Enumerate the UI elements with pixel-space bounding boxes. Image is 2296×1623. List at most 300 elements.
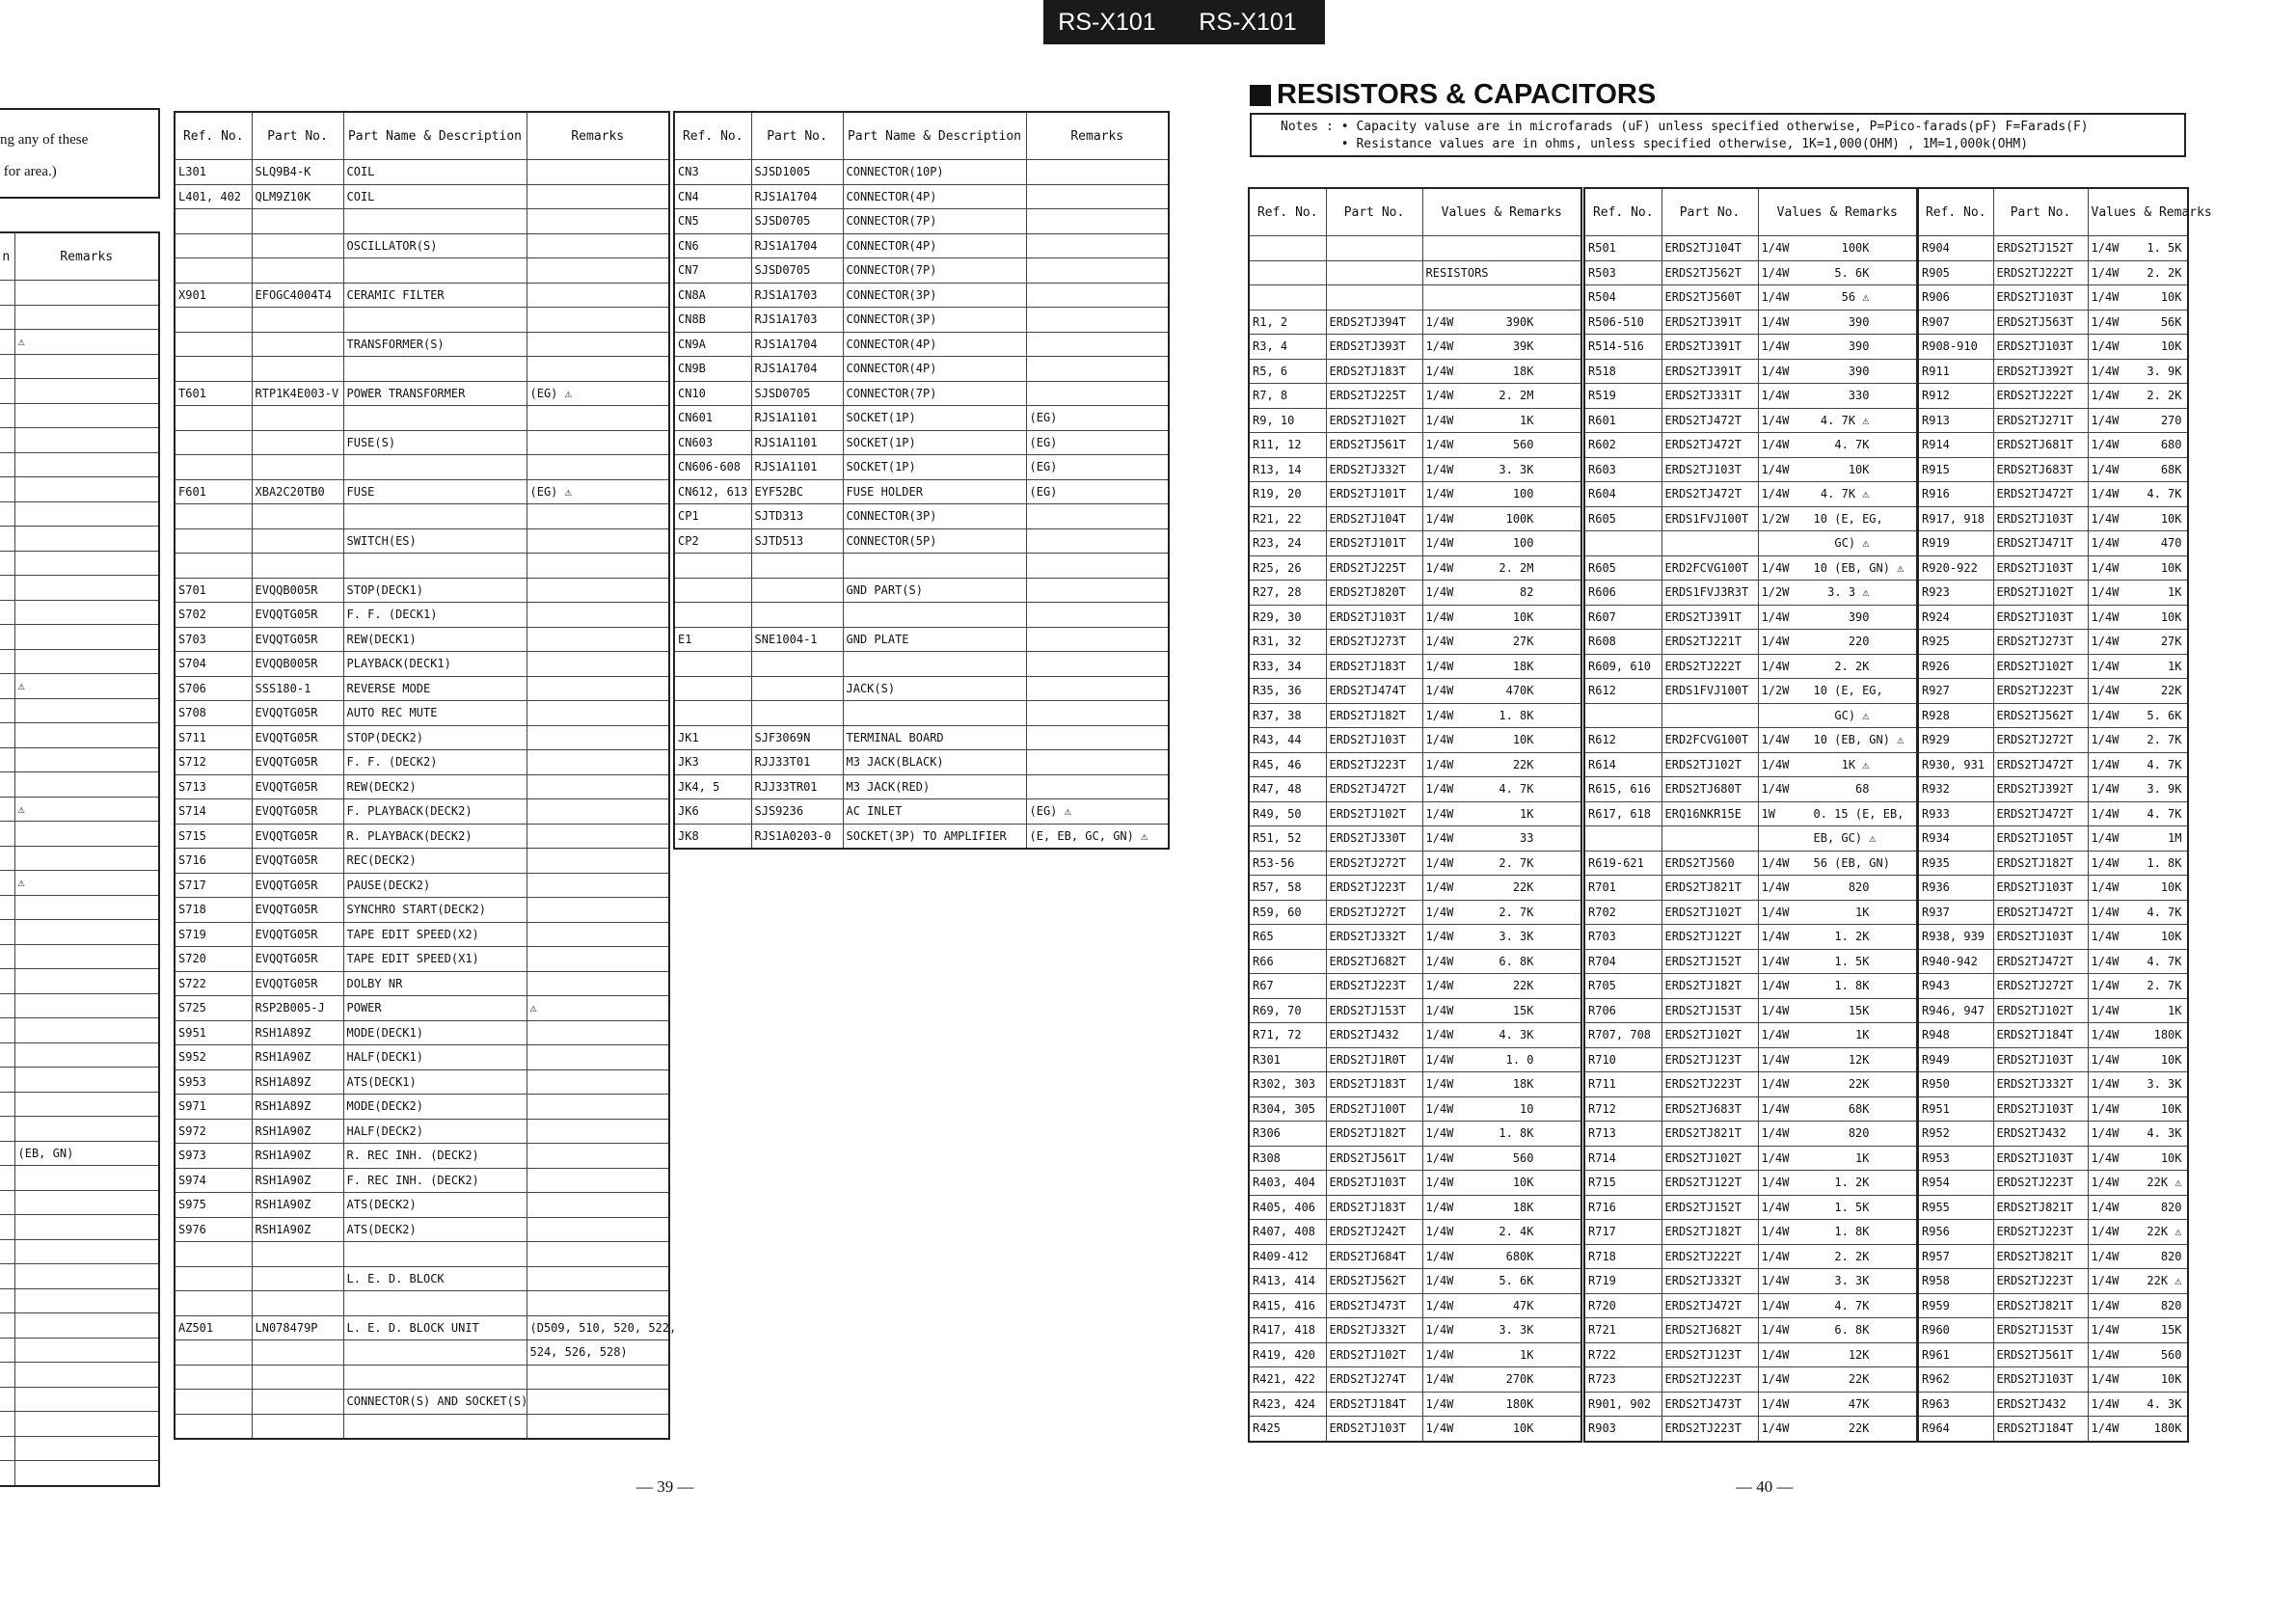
part-name-cell: HALF(DECK2) bbox=[343, 1119, 527, 1144]
values-cell bbox=[1758, 876, 1917, 901]
wattage-value: 1/4W bbox=[2091, 265, 2120, 280]
col-values: Values & Remarks bbox=[2088, 188, 2188, 236]
table-row bbox=[0, 1141, 159, 1166]
values-cell bbox=[1422, 506, 1581, 531]
table-row bbox=[0, 1313, 159, 1339]
wattage-value: 1/4W bbox=[2091, 1274, 2120, 1288]
part-no-cell: ERDS2TJ103T bbox=[1993, 506, 2088, 531]
fragment-cell-blank bbox=[0, 1338, 14, 1363]
part-name-cell: CONNECTOR(4P) bbox=[843, 233, 1026, 258]
ref-no-cell: R920-922 bbox=[1918, 555, 1993, 581]
part-name-cell: CONNECTOR(4P) bbox=[843, 184, 1026, 209]
table-row bbox=[1584, 1367, 1917, 1393]
resistance-value: 10K bbox=[2160, 290, 2182, 305]
ref-no-cell: R710 bbox=[1584, 1047, 1661, 1072]
table-row bbox=[0, 772, 159, 798]
ref-no-cell: R929 bbox=[1918, 728, 1993, 753]
values-cell bbox=[1758, 1195, 1917, 1220]
resistance-value: 1. 2K bbox=[1834, 930, 1870, 944]
wattage-value: 1/4W bbox=[2091, 1200, 2120, 1214]
wattage-value: 1/4W bbox=[2091, 1150, 2120, 1165]
part-no-cell: RJS1A1101 bbox=[751, 406, 843, 431]
table-row bbox=[1249, 974, 1581, 999]
ref-no-cell: R53-56 bbox=[1249, 851, 1326, 876]
values-cell bbox=[1758, 752, 1917, 777]
values-cell bbox=[1422, 777, 1581, 802]
part-no-cell: RSH1A90Z bbox=[252, 1119, 343, 1144]
part-name-cell: SOCKET(1P) bbox=[843, 406, 1026, 431]
table-row bbox=[175, 824, 669, 849]
table-row bbox=[1918, 581, 2188, 606]
table-row bbox=[0, 354, 159, 379]
fragment-remarks-cell bbox=[14, 747, 159, 772]
table-row bbox=[674, 578, 1169, 603]
ref-no-cell: R714 bbox=[1584, 1146, 1661, 1171]
wattage-value: 1/4W bbox=[1761, 880, 1790, 895]
ref-no-cell: CN5 bbox=[674, 209, 751, 234]
wattage-value: 1/4W bbox=[1425, 1176, 1454, 1190]
wattage-value: 1/4W bbox=[2091, 1052, 2120, 1067]
remarks-cell bbox=[527, 1242, 669, 1267]
resistance-value: 1K bbox=[1855, 905, 1870, 919]
ref-no-cell bbox=[175, 1291, 252, 1316]
values-cell bbox=[1758, 925, 1917, 950]
table-row bbox=[0, 698, 159, 723]
notes-fragment-line1: ng any of these bbox=[0, 132, 89, 148]
fragment-cell-blank bbox=[0, 428, 14, 453]
table-row bbox=[0, 1288, 159, 1313]
table-row bbox=[0, 305, 159, 330]
wattage-value: 1/4W bbox=[1425, 905, 1454, 919]
wattage-value: 1/4W bbox=[1761, 339, 1790, 354]
part-no-cell: ERDS2TJ271T bbox=[1993, 408, 2088, 433]
table-row bbox=[1249, 1195, 1581, 1220]
ref-no-cell: R501 bbox=[1584, 236, 1661, 261]
table-row bbox=[1584, 777, 1917, 802]
part-no-cell: ERDS2TJ474T bbox=[1326, 679, 1422, 704]
wattage-value: 1/4W bbox=[1761, 438, 1790, 452]
resistor-table-c bbox=[1248, 187, 1582, 1443]
part-no-cell: ERDS2TJ184T bbox=[1326, 1392, 1422, 1417]
resistance-value: 3. 3K bbox=[1499, 1323, 1534, 1338]
part-no-cell bbox=[1661, 531, 1758, 556]
ref-no-cell: S713 bbox=[175, 774, 252, 799]
ref-no-cell: S973 bbox=[175, 1144, 252, 1169]
part-no-cell: ERDS2TJ472T bbox=[1661, 482, 1758, 507]
part-no-cell: ERDS2TJ330T bbox=[1326, 826, 1422, 852]
wattage-value: 1/4W bbox=[1425, 659, 1454, 673]
resistance-value: 10K bbox=[2160, 1052, 2182, 1067]
values-cell bbox=[1758, 998, 1917, 1023]
part-no-cell: ERDS2TJ103T bbox=[1993, 555, 2088, 581]
part-name-cell: SOCKET(1P) bbox=[843, 455, 1026, 480]
part-no-cell: RTP1K4E003-V bbox=[252, 381, 343, 406]
table-row bbox=[1584, 1122, 1917, 1147]
part-name-cell: CONNECTOR(10P) bbox=[843, 160, 1026, 185]
ref-no-cell bbox=[1584, 703, 1661, 728]
ref-no-cell: R308 bbox=[1249, 1146, 1326, 1171]
table-row bbox=[1249, 531, 1581, 556]
part-name-cell bbox=[343, 209, 527, 234]
part-no-cell bbox=[252, 504, 343, 529]
wattage-value: 1/4W bbox=[2091, 905, 2120, 919]
resistance-value: 10 (EB, GN) ⚠ bbox=[1813, 560, 1904, 575]
part-no-cell: RJJ33T01 bbox=[751, 750, 843, 775]
remarks-cell bbox=[527, 676, 669, 701]
part-no-cell bbox=[1661, 826, 1758, 852]
table-row bbox=[674, 554, 1169, 579]
values-cell bbox=[1758, 506, 1917, 531]
table-row bbox=[1584, 703, 1917, 728]
remarks-cell bbox=[527, 873, 669, 898]
values-cell bbox=[1422, 605, 1581, 630]
table-row bbox=[674, 627, 1169, 652]
values-cell bbox=[2088, 1023, 2188, 1048]
fragment-cell-blank bbox=[0, 1042, 14, 1068]
resistance-value: 33 bbox=[1520, 831, 1534, 846]
values-cell bbox=[2088, 531, 2188, 556]
table-row bbox=[1918, 1146, 2188, 1171]
ref-no-cell: R912 bbox=[1918, 384, 1993, 409]
resistance-value: 820 bbox=[1848, 1126, 1870, 1141]
resistance-value: 1. 8K bbox=[2147, 855, 2182, 870]
part-no-cell: EVQQTG05R bbox=[252, 898, 343, 923]
part-no-cell: EVQQTG05R bbox=[252, 627, 343, 652]
table-row bbox=[175, 1020, 669, 1045]
resistance-value: 560 bbox=[2160, 1347, 2182, 1362]
part-no-cell: ERDS2TJ272T bbox=[1326, 900, 1422, 925]
table-row bbox=[1918, 1318, 2188, 1343]
resistance-value: 820 bbox=[2160, 1298, 2182, 1312]
part-no-cell: ERDS2TJ472T bbox=[1993, 752, 2088, 777]
wattage-value: 1/4W bbox=[2091, 930, 2120, 944]
fragment-cell-blank bbox=[0, 895, 14, 920]
wattage-value: 1/4W bbox=[2091, 979, 2120, 993]
values-cell bbox=[2088, 1047, 2188, 1072]
values-cell bbox=[1422, 1342, 1581, 1367]
table-row bbox=[0, 649, 159, 674]
table-row bbox=[1918, 1293, 2188, 1318]
resistance-value: 56K bbox=[2160, 314, 2182, 329]
remarks-fragment-table bbox=[0, 231, 160, 1487]
ref-no-cell bbox=[175, 332, 252, 357]
resistance-value: 18K bbox=[1512, 659, 1534, 673]
wattage-value: 1/4W bbox=[1761, 609, 1790, 624]
part-name-cell bbox=[343, 504, 527, 529]
remarks-cell bbox=[527, 824, 669, 849]
ref-no-cell: R915 bbox=[1918, 457, 1993, 482]
table-row bbox=[175, 676, 669, 701]
ref-no-cell bbox=[175, 406, 252, 431]
ref-no-cell: S725 bbox=[175, 996, 252, 1021]
fragment-remarks-cell bbox=[14, 1338, 159, 1363]
fragment-remarks-cell bbox=[14, 944, 159, 969]
part-no-cell: RJS1A0203-0 bbox=[751, 824, 843, 849]
part-name-cell: CERAMIC FILTER bbox=[343, 283, 527, 308]
part-no-cell: ERDS2TJ222T bbox=[1993, 260, 2088, 285]
part-no-cell: ERDS2TJ183T bbox=[1326, 1195, 1422, 1220]
resistance-value: 10K bbox=[2160, 1372, 2182, 1387]
table-row bbox=[1918, 1367, 2188, 1393]
wattage-value: 1/4W bbox=[2091, 1372, 2120, 1387]
ref-no-cell: R916 bbox=[1918, 482, 1993, 507]
part-no-cell bbox=[252, 406, 343, 431]
table-row bbox=[0, 1190, 159, 1215]
wattage-value: 1/4W bbox=[1425, 438, 1454, 452]
part-no-cell: ERDS2TJ332T bbox=[1326, 1318, 1422, 1343]
ref-no-cell: R13, 14 bbox=[1249, 457, 1326, 482]
part-name-cell: F. REC INH. (DECK2) bbox=[343, 1168, 527, 1193]
values-cell bbox=[2088, 1269, 2188, 1294]
ref-no-cell: R605 bbox=[1584, 555, 1661, 581]
resistance-value: 1. 5K bbox=[2147, 241, 2182, 256]
table-row bbox=[175, 1291, 669, 1316]
page-number-left: — 39 — bbox=[636, 1477, 694, 1496]
part-no-cell: EVQQTG05R bbox=[252, 947, 343, 972]
part-no-cell: EVQQTG05R bbox=[252, 725, 343, 750]
resistance-value: 4. 3K bbox=[2147, 1396, 2182, 1411]
remarks-cell bbox=[1026, 258, 1169, 284]
part-name-cell: COIL bbox=[343, 184, 527, 209]
wattage-value: 1/4W bbox=[1761, 1396, 1790, 1411]
part-no-cell: EVQQTG05R bbox=[252, 774, 343, 799]
table-row bbox=[1249, 1023, 1581, 1048]
wattage-value: 1/4W bbox=[1425, 609, 1454, 624]
wattage-value: 1/4W bbox=[1761, 1028, 1790, 1042]
part-no-cell: ERDS2TJ472T bbox=[1993, 900, 2088, 925]
ref-no-cell: R960 bbox=[1918, 1318, 1993, 1343]
values-cell bbox=[2088, 1417, 2188, 1442]
fragment-remarks-cell bbox=[14, 1018, 159, 1043]
part-no-cell: SSS180-1 bbox=[252, 676, 343, 701]
part-no-cell: EVQQTG05R bbox=[252, 799, 343, 825]
table-row bbox=[175, 430, 669, 455]
ref-no-cell: R506-510 bbox=[1584, 310, 1661, 335]
ref-no-cell: CN3 bbox=[674, 160, 751, 185]
ref-no-cell: R713 bbox=[1584, 1122, 1661, 1147]
part-no-cell: ERDS2TJ103T bbox=[1993, 925, 2088, 950]
wattage-value: 1/4W bbox=[1761, 782, 1790, 797]
remarks-cell bbox=[527, 652, 669, 677]
ref-no-cell: R57, 58 bbox=[1249, 876, 1326, 901]
remarks-cell bbox=[1026, 701, 1169, 726]
resistance-value: 390 bbox=[1848, 609, 1870, 624]
ref-no-cell bbox=[674, 554, 751, 579]
table-row bbox=[0, 600, 159, 625]
ref-no-cell: R927 bbox=[1918, 679, 1993, 704]
table-row bbox=[0, 501, 159, 527]
part-name-cell: CONNECTOR(5P) bbox=[843, 528, 1026, 554]
table-row bbox=[1249, 826, 1581, 852]
col-ref-no: Ref. No. bbox=[1249, 188, 1326, 236]
part-no-cell: ERDS2TJ562T bbox=[1993, 703, 2088, 728]
table-row bbox=[1918, 1047, 2188, 1072]
fragment-cell-blank bbox=[0, 698, 14, 723]
values-cell bbox=[1758, 949, 1917, 974]
ref-no-cell: R963 bbox=[1918, 1392, 1993, 1417]
table-row bbox=[175, 774, 669, 799]
table-row bbox=[1584, 285, 1917, 311]
part-no-cell: SJSD0705 bbox=[751, 258, 843, 284]
wattage-value: 1/4W bbox=[1425, 806, 1454, 821]
values-cell bbox=[2088, 310, 2188, 335]
ref-no-cell: R503 bbox=[1584, 260, 1661, 285]
part-no-cell: ERDS2TJ183T bbox=[1326, 359, 1422, 384]
fragment-remarks-cell bbox=[14, 822, 159, 847]
part-no-cell: ERDS2TJ123T bbox=[1661, 1342, 1758, 1367]
fragment-remarks-cell bbox=[14, 920, 159, 945]
table-row bbox=[1584, 1072, 1917, 1097]
col-ref-no: Ref. No. bbox=[175, 112, 252, 160]
wattage-value: 1/4W bbox=[1761, 635, 1790, 649]
ref-no-cell: CN4 bbox=[674, 184, 751, 209]
table-row bbox=[1918, 310, 2188, 335]
table-row bbox=[1249, 1293, 1581, 1318]
part-no-cell: ERDS1FVJ100T bbox=[1661, 506, 1758, 531]
table-row bbox=[1249, 949, 1581, 974]
wattage-value: 1/4W bbox=[2091, 855, 2120, 870]
resistance-value: 1K bbox=[1520, 806, 1534, 821]
resistance-value: 820 bbox=[1848, 880, 1870, 895]
part-name-cell: SYNCHRO START(DECK2) bbox=[343, 898, 527, 923]
part-no-cell: ERDS2TJ392T bbox=[1993, 777, 2088, 802]
part-no-cell bbox=[751, 578, 843, 603]
values-cell bbox=[1422, 384, 1581, 409]
part-name-cell: TAPE EDIT SPEED(X1) bbox=[343, 947, 527, 972]
remarks-cell: (EG) bbox=[1026, 479, 1169, 504]
table-row bbox=[674, 603, 1169, 628]
values-cell bbox=[2088, 1171, 2188, 1196]
resistance-value: 4. 7K bbox=[1499, 782, 1534, 797]
table-row bbox=[1249, 679, 1581, 704]
table-row bbox=[1584, 1342, 1917, 1367]
ref-no-cell bbox=[175, 357, 252, 382]
table-row bbox=[0, 1239, 159, 1264]
table-row bbox=[674, 406, 1169, 431]
wattage-value: 1/4W bbox=[1761, 1077, 1790, 1092]
resistance-value: 68K bbox=[1848, 1101, 1870, 1116]
resistance-value: 10K bbox=[2160, 560, 2182, 575]
ref-no-cell: R617, 618 bbox=[1584, 801, 1661, 826]
ref-no-cell bbox=[175, 1390, 252, 1415]
resistance-value: 10K bbox=[1512, 1421, 1534, 1436]
col-ref-no: Ref. No. bbox=[1584, 188, 1661, 236]
values-cell bbox=[1758, 826, 1917, 852]
ref-no-cell: CN9A bbox=[674, 332, 751, 357]
part-no-cell: ERD2FCVG100T bbox=[1661, 728, 1758, 753]
part-no-cell: ERDS2TJ272T bbox=[1993, 728, 2088, 753]
fragment-remarks-cell bbox=[14, 428, 159, 453]
part-no-cell: RSH1A90Z bbox=[252, 1168, 343, 1193]
resistance-value: 470K bbox=[1505, 684, 1534, 698]
remarks-cell bbox=[527, 1266, 669, 1291]
ref-no-cell: R3, 4 bbox=[1249, 335, 1326, 360]
part-name-cell: CONNECTOR(3P) bbox=[843, 504, 1026, 529]
table-row bbox=[1249, 506, 1581, 531]
part-name-cell bbox=[843, 603, 1026, 628]
values-cell bbox=[1758, 703, 1917, 728]
part-no-cell: ERDS2TJ102T bbox=[1661, 900, 1758, 925]
ref-no-cell: S715 bbox=[175, 824, 252, 849]
part-no-cell: ERDS2TJ103T bbox=[1993, 1047, 2088, 1072]
remarks-cell bbox=[527, 701, 669, 726]
wattage-value: 1/4W bbox=[1761, 1176, 1790, 1190]
part-no-cell: ERDS2TJ103T bbox=[1326, 728, 1422, 753]
wattage-value: 1/4W bbox=[1761, 1150, 1790, 1165]
values-cell bbox=[1758, 457, 1917, 482]
table-row bbox=[175, 455, 669, 480]
remarks-cell bbox=[1026, 652, 1169, 677]
ref-no-cell bbox=[1584, 531, 1661, 556]
resistance-value: 15K bbox=[2160, 1323, 2182, 1338]
table-row bbox=[1918, 1342, 2188, 1367]
table-row bbox=[1918, 1269, 2188, 1294]
part-name-cell: ATS(DECK2) bbox=[343, 1217, 527, 1242]
fragment-cell-blank bbox=[0, 993, 14, 1018]
table-row bbox=[1249, 728, 1581, 753]
parts-table-a bbox=[174, 111, 677, 1440]
wattage-value: 1/4W bbox=[1425, 635, 1454, 649]
ref-no-cell: R914 bbox=[1918, 433, 1993, 458]
ref-no-cell: S722 bbox=[175, 971, 252, 996]
part-no-cell: ERDS2TJ182T bbox=[1661, 974, 1758, 999]
table-row bbox=[175, 332, 669, 357]
part-name-cell: REC(DECK2) bbox=[343, 849, 527, 874]
wattage-value: 1/4W bbox=[2091, 1298, 2120, 1312]
part-no-cell: ERDS2TJ223T bbox=[1993, 679, 2088, 704]
fragment-cell-blank bbox=[0, 797, 14, 822]
remarks-cell bbox=[1026, 774, 1169, 799]
ref-no-cell: R919 bbox=[1918, 531, 1993, 556]
resistor-table-e bbox=[1917, 187, 2212, 1443]
values-cell bbox=[2088, 851, 2188, 876]
table-row bbox=[1249, 482, 1581, 507]
values-cell bbox=[1758, 1417, 1917, 1442]
wattage-value: 1/4W bbox=[1425, 462, 1454, 476]
col-part-name: Part Name & Description bbox=[843, 112, 1026, 160]
part-no-cell: ERDS2TJ472T bbox=[1661, 1293, 1758, 1318]
ref-no-cell: R946, 947 bbox=[1918, 998, 1993, 1023]
wattage-value: 1/4W bbox=[2091, 389, 2120, 403]
fragment-remarks-cell bbox=[14, 1461, 159, 1486]
table-row bbox=[0, 1092, 159, 1117]
table-row bbox=[674, 799, 1169, 825]
table-row bbox=[175, 184, 669, 209]
ref-no-cell: R943 bbox=[1918, 974, 1993, 999]
wattage-value: 1/4W bbox=[2091, 1396, 2120, 1411]
values-cell bbox=[1758, 359, 1917, 384]
ref-no-cell: R403, 404 bbox=[1249, 1171, 1326, 1196]
resistance-value: 10K bbox=[1512, 609, 1534, 624]
fragment-cell-blank bbox=[0, 1141, 14, 1166]
wattage-value: 1/4W bbox=[1425, 1372, 1454, 1387]
fragment-cell-blank bbox=[0, 772, 14, 798]
table-row bbox=[1918, 1244, 2188, 1269]
table-row bbox=[1584, 1417, 1917, 1442]
part-no-cell: ERDS2TJ183T bbox=[1326, 1072, 1422, 1097]
ref-no-cell: R949 bbox=[1918, 1047, 1993, 1072]
part-no-cell: SJTD513 bbox=[751, 528, 843, 554]
part-no-cell: ERDS1FVJ3R3T bbox=[1661, 581, 1758, 606]
part-no-cell bbox=[1326, 260, 1422, 285]
ref-no-cell: R905 bbox=[1918, 260, 1993, 285]
resistance-value: 5. 6K bbox=[1834, 265, 1870, 280]
part-no-cell: ERDS2TJ561T bbox=[1326, 1146, 1422, 1171]
part-no-cell: ERDS2TJ102T bbox=[1326, 801, 1422, 826]
fragment-cell-blank bbox=[0, 944, 14, 969]
fragment-remarks-cell bbox=[14, 501, 159, 527]
part-no-cell bbox=[252, 1266, 343, 1291]
